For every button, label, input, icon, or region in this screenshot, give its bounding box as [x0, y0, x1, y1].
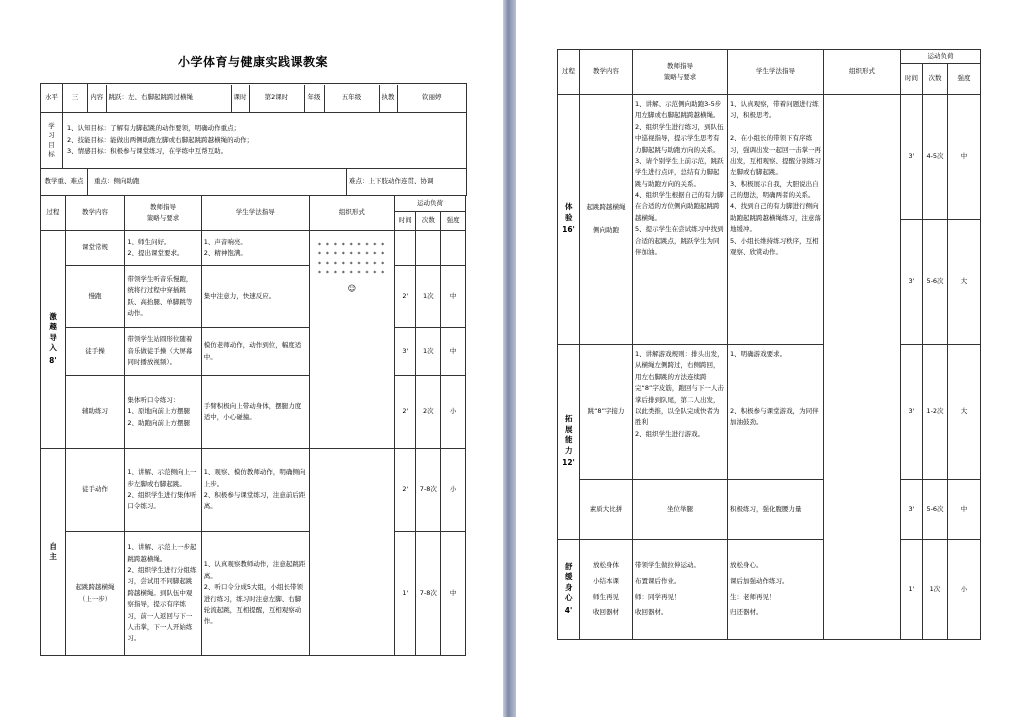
header-count: 次数: [416, 212, 441, 231]
header-org: 组织形式: [309, 196, 394, 231]
row-content: 收回器材: [593, 608, 619, 617]
row-time: 1': [901, 540, 923, 640]
row-time: 2': [395, 376, 416, 449]
row-content: 慢跑: [65, 266, 125, 328]
row-teacher: 收回器材。: [635, 608, 668, 617]
row-intensity: 大: [948, 345, 981, 480]
teacher-label: 执教: [379, 85, 397, 112]
row-student: 集中注意力，快速反应。: [201, 266, 309, 328]
row-content: 课堂常规: [65, 231, 125, 266]
row-student: 归还器材。: [730, 608, 763, 617]
row-teacher: 带领学生做拉伸运动。: [635, 561, 700, 570]
row-teacher: 布置课后作业。: [635, 576, 681, 585]
period-value: 第2课时: [249, 85, 304, 112]
page-title: 小学体育与健康实践课教案: [177, 55, 328, 69]
section-name: 激趣导入: [49, 311, 57, 353]
row-time: [395, 231, 416, 266]
page-separator: [503, 0, 516, 717]
key-point: 重点：侧向助跑: [88, 169, 347, 196]
difficult-point: 难点：上下肢动作连贯、协调: [347, 169, 467, 196]
row-count: 5-6次: [923, 220, 948, 345]
year-value: 五年级: [324, 85, 379, 112]
header-process: 过程: [558, 50, 580, 95]
header-load: 运动负荷: [395, 196, 466, 212]
org-formation-empty: [309, 449, 394, 656]
section-name: 舒缓身心: [565, 561, 573, 603]
goal-item: 1、认知目标：了解有力脚起跳的动作要领，明确动作重点；: [67, 124, 241, 133]
row-intensity: 小: [948, 540, 981, 640]
header-teacher-sub: 策略与要求: [663, 73, 697, 81]
row-content: 跳“8”字接力: [580, 345, 633, 480]
row-count: 1次: [923, 540, 948, 640]
row-count: 1次: [416, 328, 441, 376]
header-teacher: 教师指导: [150, 202, 177, 211]
row-teacher: 带领学生听音乐慢跑，统将行过程中穿插跳跃、高抬腿、单脚跳等动作。: [125, 266, 201, 328]
header-content: 教学内容: [65, 196, 125, 231]
row-time: 3': [901, 220, 923, 345]
header-teacher-sub: 策略与要求: [146, 214, 180, 222]
row-content: 辅助练习: [65, 376, 125, 449]
teacher-position-icon: ☺: [347, 284, 357, 294]
row-teacher: 带领学生站圆形位随着音乐做徒手操（大屏幕同时播放视频）。: [125, 328, 201, 376]
row-teacher: 坐位举腿: [633, 480, 728, 540]
header-student: 学生学法指导: [728, 50, 824, 95]
document-page-1: [0, 0, 503, 717]
header-student: 学生学法指导: [201, 196, 309, 231]
row-teacher: 师：同学再见！: [635, 592, 681, 601]
row-count: [416, 231, 441, 266]
org-stars-row: * * * * * * * * *: [318, 242, 386, 249]
row-content: 放松身体: [593, 561, 619, 570]
lesson-steps-table-page-2: [557, 49, 981, 640]
row-content: 徒手动作: [65, 449, 125, 532]
section-name: 拓展能力: [565, 414, 573, 455]
row-teacher: 集体听口令练习： 1、原地向前上方摆腿 2、助跑向前上方摆腿: [125, 376, 201, 449]
teacher-value: 钦丽婷: [422, 93, 442, 102]
org-formation-empty: [824, 95, 901, 640]
row-count: 4-5次: [923, 95, 948, 220]
year-label: 年级: [304, 85, 324, 112]
goal-item: 2、技能目标：能做出两侧助跑左脚或右脚起跳跨越横绳的动作；: [67, 135, 254, 144]
header-process: 过程: [41, 196, 66, 231]
row-student: 手臂积极向上带动身体，摆腿力度适中，小心碰撞。: [201, 376, 309, 449]
row-count: 2次: [416, 376, 441, 449]
row-student: 1、认真观察，带着问题进行练习，积极思考。 2、在小组长的带领下有序练习，强调出发一起回一击掌一再出发，互相观察、提醒分别练习左脚或右脚起跳。 3、积极展示自我，大胆说出自己的想法，明确两者的关系。 4、找到自己的有力脚进行侧向助跑起跳跨越横绳练习，注意落地缓冲。 5、小组长维持练习秩序，互相观察、欣赏动作。: [728, 95, 824, 345]
row-count: 7-8次: [416, 532, 441, 656]
row-teacher: 1、师生问好。 2、提出课堂要求。: [125, 231, 201, 266]
row-student: 1、声音响亮。 2、精神饱满。: [201, 231, 309, 266]
keypoints-label: 教学重、难点: [41, 169, 88, 196]
row-student: 放松身心。: [730, 561, 763, 570]
row-intensity: 中: [948, 480, 981, 540]
section-time: 12': [562, 458, 575, 468]
row-count: 7-8次: [416, 449, 441, 532]
header-time: 时间: [395, 212, 416, 231]
row-student: 模仿老师动作，动作到位，幅度适中。: [201, 328, 309, 376]
document-page-2: [516, 0, 1024, 717]
row-teacher: 1、讲解、示范侧向助跑3-5步用左脚或右脚起跳跨越横绳。 2、组织学生进行练习，到队伍中巡视指导，提示学生思考有力脚起跳与助跑方向的关系。 3、请个别学生上前示范，跳跃学生进行点评，总结有力脚起跳与助跑方向的关系。 4、组织学生根据自己的有力脚在合适的方位侧向助跑起跳跨越横绳。 5、提示学生在尝试练习中找到合适的起跳点，跳跃学生为同伴加油。: [633, 95, 728, 345]
section-time: 4': [564, 605, 573, 615]
header-content: 教学内容: [580, 50, 633, 95]
row-content: 起跳跨越横绳 （上一步）: [65, 532, 125, 656]
row-time: 3': [901, 480, 923, 540]
row-content: 起跳跨越横绳 侧向助跑: [580, 95, 633, 345]
row-student: 积极练习，强化腹腰力量: [728, 480, 824, 540]
row-time: 3': [901, 95, 923, 220]
org-stars-row: * * * * * * * * *: [318, 251, 386, 259]
header-teacher: 教师指导: [667, 61, 693, 70]
row-time: 2': [395, 449, 416, 532]
org-stars-row: * * * * * * * * *: [318, 260, 386, 268]
row-intensity: 中: [948, 95, 981, 220]
row-time: 3': [395, 328, 416, 376]
row-content: 小结本课: [593, 576, 619, 585]
section-name: 体验: [565, 202, 573, 222]
row-count: 5-6次: [923, 480, 948, 540]
row-teacher: 1、讲解游戏规则：排头出发，从横绳左侧跨过，右侧跨回，用左右脚跳的方法连续跨完“8”字皮筋，跑回与下一人击掌后排到队尾，第二人出发，以此类推，以全队完成快者为胜利 2、组织学生进行游戏。: [633, 345, 728, 480]
header-time: 时间: [901, 64, 923, 95]
header-intensity: 强度: [441, 212, 466, 231]
header-intensity: 强度: [948, 64, 981, 95]
org-formation: [309, 231, 394, 449]
lesson-plan-table-page-1: [40, 83, 467, 196]
header-load: 运动负荷: [901, 50, 981, 64]
period-label: 课时: [231, 85, 249, 112]
section-name: 自主: [49, 541, 57, 561]
row-student: 生：老师再见！: [730, 592, 776, 601]
header-count: 次数: [923, 64, 948, 95]
section-time: 8': [49, 355, 57, 365]
row-time: 1': [395, 532, 416, 656]
content-value: 跳跃：左、右脚起跳跨过横绳: [106, 85, 231, 112]
row-time: 3': [901, 345, 923, 480]
row-student: 1、认真观察教师动作，注意起跳距离。 2、听口令分成5大组，小组长带领进行练习，练习时注意左脚、右脚轮流起跳，互相提醒，互相观察动作。: [201, 532, 309, 656]
row-intensity: [441, 231, 466, 266]
grade-value: 三: [63, 84, 88, 113]
row-intensity: 小: [441, 449, 466, 532]
row-count: 1-2次: [923, 345, 948, 480]
grade-label: 水平: [41, 84, 63, 113]
content-label: 内容: [88, 85, 106, 112]
row-student: 1、明确游戏要求。 2、积极参与课堂游戏，为同伴加油鼓劲。: [728, 345, 824, 480]
row-count: 1次: [416, 266, 441, 328]
lesson-steps-table-page-1: [40, 195, 466, 656]
row-student: 1、观察、模仿教师动作，明确侧向上步。 2、积极参与课堂练习，注意前后距离。: [201, 449, 309, 532]
row-content: 素质大比拼: [580, 480, 633, 540]
row-content: 徒手操: [65, 328, 125, 376]
row-intensity: 大: [948, 220, 981, 345]
goal-item: 3、情感目标：积极参与课堂练习，在学练中互帮互助。: [67, 147, 228, 156]
row-intensity: 小: [441, 376, 466, 449]
row-student: 课后加强动作练习。: [730, 576, 789, 585]
section-time: 16': [562, 225, 575, 235]
header-org: 组织形式: [824, 50, 901, 95]
row-teacher: 1、讲解、示范侧向上一步左脚或右脚起跳。 2、组织学生进行集体听口令练习。: [125, 449, 201, 532]
row-intensity: 中: [441, 532, 466, 656]
row-intensity: 中: [441, 266, 466, 328]
row-time: 2': [395, 266, 416, 328]
row-intensity: 中: [441, 328, 466, 376]
row-teacher: 1、讲解、示范上一步起跳跨越横绳。 2、组织学生进行分组练习，尝试用不同脚起跳跨越横绳。到队伍中观察指导，提示有序练习，前一人返回与下一人击掌，下一人开始练习。: [125, 532, 201, 656]
row-content: 师生再见: [593, 592, 619, 601]
org-stars-row: * * * * * * * * *: [318, 269, 386, 277]
goals-label: 学习目标: [48, 122, 55, 158]
